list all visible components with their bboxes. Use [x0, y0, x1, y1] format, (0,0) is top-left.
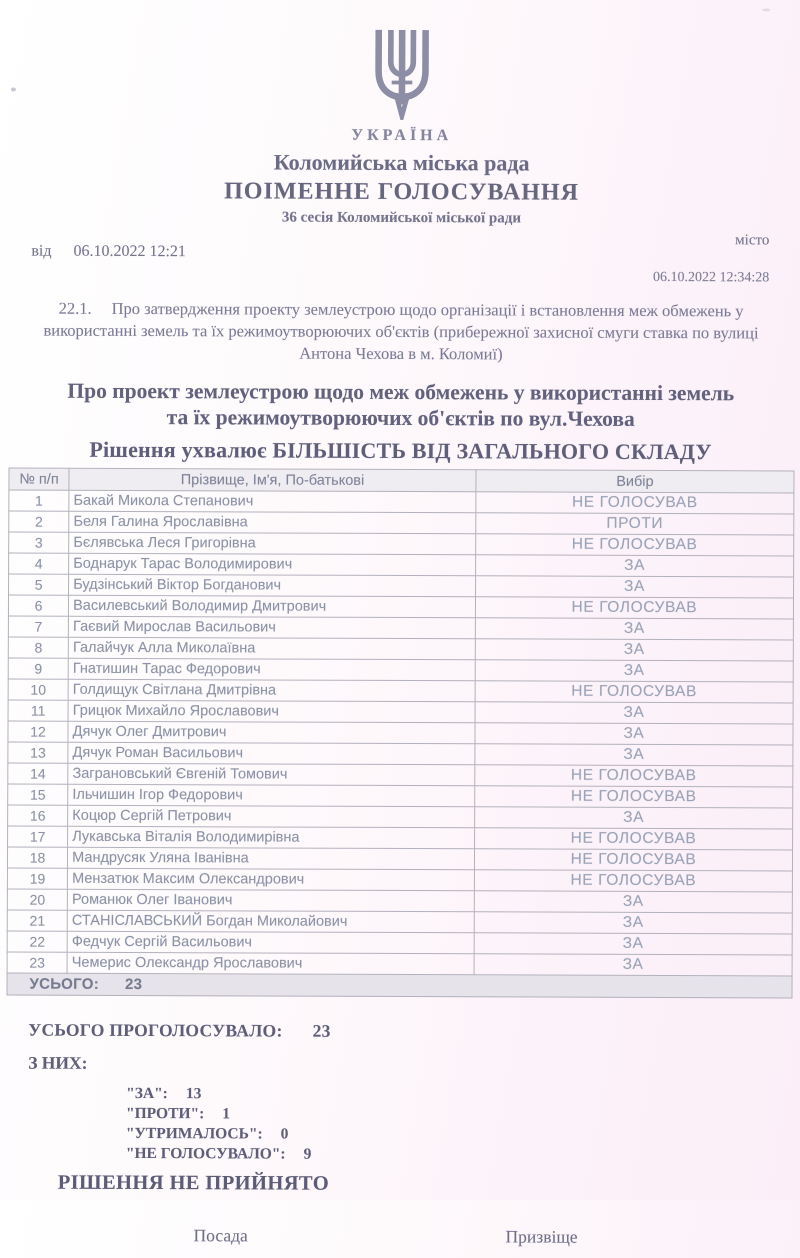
agenda-question: [39, 298, 763, 367]
question-number: 22.1.: [58, 298, 92, 318]
vote-timestamp: 06.10.2022 12:34:28: [652, 269, 770, 286]
document-title: ПОІМЕННЕ ГОЛОСУВАННЯ: [224, 178, 580, 206]
deputy-name: Бєлявська Леся Григорівна: [69, 532, 476, 555]
row-number: 8: [8, 637, 68, 658]
deputy-name: Коцюр Сергій Петрович: [68, 805, 475, 828]
deputy-name: Беля Галина Ярославівна: [69, 511, 476, 534]
deputy-name: Лукавська Віталія Володимирівна: [68, 826, 475, 849]
table-row: [8, 826, 793, 850]
row-number: 12: [8, 721, 68, 742]
vote-value: ЗА: [474, 912, 792, 934]
table-row: [7, 952, 792, 976]
row-number: 3: [9, 532, 69, 553]
vote-value: НЕ ГОЛОСУВАВ: [474, 828, 792, 850]
table-row: [9, 553, 794, 577]
table-row: [8, 616, 793, 640]
summary-item: [126, 1144, 798, 1167]
table-row: [9, 574, 794, 598]
decision-result: РІШЕННЯ НЕ ПРИЙНЯТО: [57, 1171, 330, 1195]
summary-item-label: "ЗА":: [126, 1085, 168, 1103]
deputy-name: Романюк Олег Іванович: [67, 889, 474, 912]
row-number: 19: [7, 868, 67, 889]
deputy-name: Василевський Володимир Дмитрович: [69, 595, 476, 618]
row-number: 14: [8, 763, 68, 784]
row-number: 20: [7, 889, 67, 910]
deputy-name: Бакай Микола Степанович: [69, 490, 476, 513]
table-row: [7, 847, 792, 871]
emblem-block: [2, 0, 800, 147]
summary-item-label: "УТРИМАЛОСЬ":: [125, 1125, 263, 1143]
vote-value: ЗА: [475, 576, 793, 598]
deputy-name: Заграновський Євгеній Томович: [68, 763, 475, 786]
deputy-name: Федчук Сергій Васильович: [67, 931, 474, 954]
column-header-name: Прізвище, Ім'я, По-батькові: [69, 468, 476, 492]
summary-item-value: 0: [280, 1125, 289, 1143]
table-row: [8, 595, 793, 619]
surname-label: Призвіще: [505, 1226, 578, 1247]
table-total-row: [7, 973, 792, 998]
table-row: [7, 931, 792, 955]
total-label: УСЬОГО:: [29, 975, 100, 994]
row-number: 9: [8, 658, 68, 679]
table-row: [7, 889, 792, 913]
summary-item-value: 13: [185, 1085, 202, 1103]
scan-artifact: [11, 88, 16, 92]
row-number: 15: [8, 784, 68, 805]
total-value: 23: [124, 976, 143, 994]
vote-value: ЗА: [475, 618, 793, 640]
table-row: [7, 910, 792, 934]
deputy-name: Чемерис Олександр Ярославович: [67, 952, 474, 975]
deputy-name: Боднарук Тарас Володимирович: [69, 553, 476, 576]
total-voted-line: [28, 1020, 798, 1044]
summary-item: [126, 1124, 798, 1147]
summary-item: [126, 1084, 798, 1107]
vote-value: ПРОТИ: [476, 513, 794, 535]
row-number: 21: [7, 910, 67, 931]
table-row: [8, 721, 793, 745]
vote-value: НЕ ГОЛОСУВАВ: [475, 786, 793, 808]
vote-value: ЗА: [475, 555, 793, 577]
deputy-name: Голдищук Світлана Дмитрівна: [68, 679, 475, 702]
vote-value: НЕ ГОЛОСУВАВ: [475, 681, 793, 703]
row-number: 2: [9, 511, 69, 532]
signature-row: [0, 1225, 798, 1258]
vote-value: НЕ ГОЛОСУВАВ: [475, 597, 793, 619]
total-voted-value: 23: [312, 1020, 331, 1041]
session-datetime: 06.10.2022 12:21: [73, 242, 186, 261]
summary-block: [28, 1020, 799, 1198]
vote-value: ЗА: [474, 891, 792, 913]
table-row: [8, 742, 793, 766]
vote-value: ЗА: [475, 639, 793, 661]
votes-table-body: [7, 490, 794, 976]
row-number: 7: [8, 616, 68, 637]
table-row: [8, 763, 793, 787]
row-number: 23: [7, 952, 67, 973]
vote-value: ЗА: [474, 933, 792, 955]
table-row: [8, 700, 793, 724]
deputy-name: Гаєвий Мирослав Васильович: [69, 616, 476, 639]
table-row: [7, 868, 792, 892]
votes-table-header: [9, 468, 794, 493]
votes-table: [6, 468, 794, 999]
table-row: [9, 511, 794, 535]
summary-item-value: 9: [303, 1145, 312, 1163]
summary-item: [126, 1104, 798, 1127]
of-them-label: З НИХ:: [28, 1052, 88, 1074]
position-label: Посада: [193, 1225, 248, 1246]
question-text: Про затвердження проекту землеустрою щодо організації і встановлення меж обмежень у використанні земель та їх режимоутворюючих об'єктів (прибережної захисної смуги ставка по вулиці Антона Чехова в м. Коломиї): [43, 298, 759, 364]
place-label: місто: [735, 232, 770, 249]
row-number: 17: [8, 826, 68, 847]
ukraine-trident-icon: [369, 30, 435, 120]
table-row: [8, 805, 793, 829]
deputy-name: Дячук Роман Васильович: [68, 742, 475, 765]
summary-item-label: "НЕ ГОЛОСУВАЛО":: [125, 1145, 286, 1163]
summary-item-value: 1: [222, 1105, 231, 1123]
summary-item-label: "ПРОТИ":: [125, 1105, 205, 1123]
table-row: [8, 784, 793, 808]
subject-title: Про проект землеустрою щодо меж обмежень у використанні земель та їх режимоутворюючих об'єктів по вул.Чехова: [67, 378, 735, 431]
deputy-name: СТАНІСЛАВСЬКИЙ Богдан Миколайович: [67, 910, 474, 933]
column-header-vote: Вибір: [476, 470, 794, 493]
row-number: 4: [9, 553, 69, 574]
row-number: 6: [8, 595, 68, 616]
vote-value: ЗА: [475, 744, 793, 766]
table-row: [8, 658, 793, 682]
vote-value: ЗА: [475, 702, 793, 724]
table-row: [8, 637, 793, 661]
session-date-line: [31, 243, 186, 262]
deputy-name: Галайчук Алла Миколаївна: [68, 637, 475, 660]
vote-value: НЕ ГОЛОСУВАВ: [475, 765, 793, 787]
deputy-name: Мандрусяк Уляна Іванівна: [68, 847, 475, 870]
country-label: УКРАЇНА: [351, 126, 453, 145]
vote-value: НЕ ГОЛОСУВАВ: [476, 492, 794, 514]
row-number: 22: [7, 931, 67, 952]
total-voted-label: УСЬОГО ПРОГОЛОСУВАЛО:: [28, 1019, 283, 1041]
vote-value: НЕ ГОЛОСУВАВ: [476, 534, 794, 556]
table-row: [9, 490, 794, 514]
table-row: [9, 532, 794, 556]
meta-block: [1, 229, 800, 292]
column-header-number: № п/п: [9, 468, 69, 490]
row-number: 1: [9, 490, 69, 511]
deputy-name: Будзінський Віктор Богданович: [69, 574, 476, 597]
vote-value: НЕ ГОЛОСУВАВ: [474, 870, 792, 892]
vote-value: ЗА: [475, 660, 793, 682]
vote-value: ЗА: [475, 723, 793, 745]
vote-value: ЗА: [474, 954, 792, 976]
deputy-name: Дячук Олег Дмитрович: [68, 721, 475, 744]
from-label: від: [31, 242, 52, 260]
vote-value: НЕ ГОЛОСУВАВ: [474, 849, 792, 871]
deputy-name: Грицюк Михайло Ярославович: [68, 700, 475, 723]
row-number: 16: [8, 805, 68, 826]
table-row: [8, 679, 793, 703]
session-subtitle: 36 сесія Коломийської міської ради: [281, 209, 522, 227]
row-number: 11: [8, 700, 68, 721]
summary-items: [126, 1084, 798, 1167]
row-number: 18: [7, 847, 67, 868]
deputy-name: Ільчишин Ігор Федорович: [68, 784, 475, 807]
council-name: Коломийська міська рада: [273, 149, 530, 176]
vote-value: ЗА: [475, 807, 793, 829]
scan-artifact: [762, 8, 770, 11]
row-number: 5: [9, 574, 69, 595]
deputy-name: Гнатишин Тарас Федорович: [68, 658, 475, 681]
decision-rule: Рішення ухвалює БІЛЬШІСТЬ ВІД ЗАГАЛЬНОГО СКЛАДУ: [89, 437, 712, 465]
deputy-name: Мензатюк Максим Олександрович: [68, 868, 475, 891]
row-number: 10: [8, 679, 68, 700]
row-number: 13: [8, 742, 68, 763]
